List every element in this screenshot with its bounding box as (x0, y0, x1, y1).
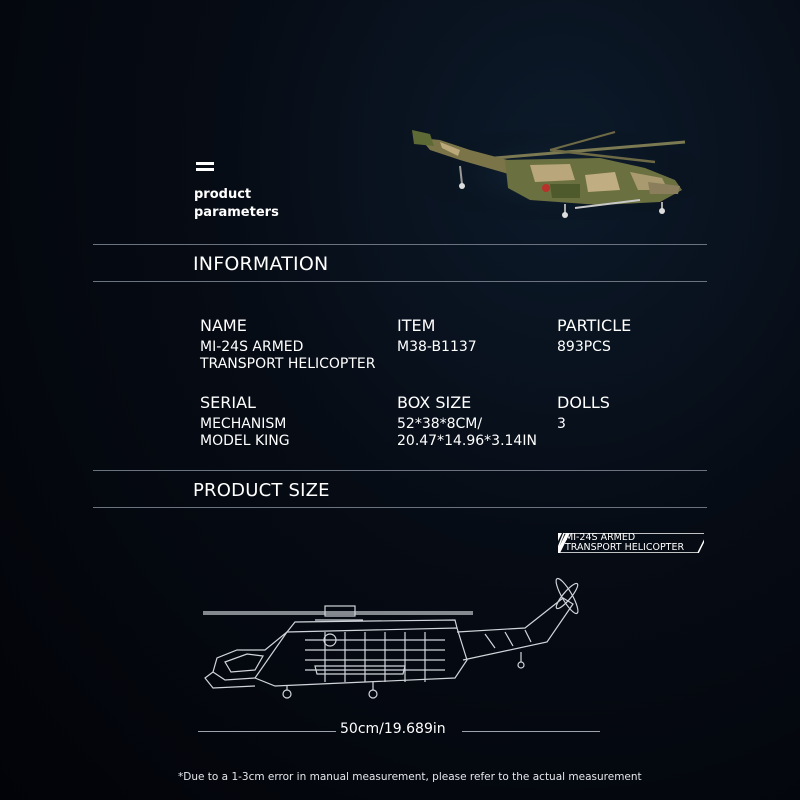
info-cell-dolls: DOLLS 3 (557, 393, 610, 432)
divider (93, 470, 707, 471)
dimension-label: 50cm/19.689in (340, 721, 446, 737)
helicopter-photo (400, 120, 700, 220)
information-title: INFORMATION (193, 253, 329, 275)
divider (93, 281, 707, 282)
info-cell-particle: PARTICLE 893PCS (557, 316, 632, 355)
menu-icon (196, 162, 214, 174)
info-cell-serial: SERIAL MECHANISM MODEL KING (200, 393, 290, 449)
dimension-line-right (462, 731, 600, 732)
dimension-line-left (198, 731, 336, 732)
model-tag: MI-24S ARMED TRANSPORT HELICOPTER (565, 532, 685, 553)
info-cell-item: ITEM M38-B1137 (397, 316, 477, 355)
info-cell-box-size: BOX SIZE 52*38*8CM/ 20.47*14.96*3.14IN (397, 393, 537, 449)
info-cell-name: NAME MI-24S ARMED TRANSPORT HELICOPTER (200, 316, 376, 372)
measurement-note: *Due to a 1-3cm error in manual measurement, please refer to the actual measurement (178, 771, 642, 783)
divider (93, 244, 707, 245)
divider (93, 507, 707, 508)
helicopter-outline (195, 570, 595, 710)
product-parameters-label: product parameters (194, 187, 279, 220)
product-size-title: PRODUCT SIZE (193, 480, 330, 501)
